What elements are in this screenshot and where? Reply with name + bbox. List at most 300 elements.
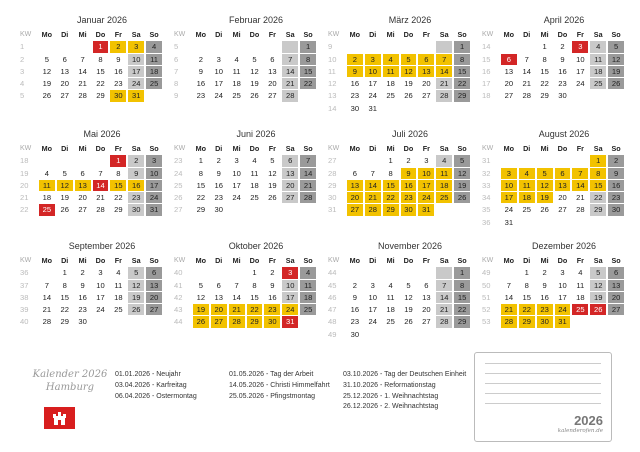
weekday-header: Fr [576,256,584,265]
weekday-header: Sa [285,256,295,265]
day-cell: 20 [211,304,227,315]
day-cell: 24 [232,193,241,203]
day-cell: 18 [590,66,606,77]
day-cell: 10 [232,168,241,178]
day-cell: 1 [198,156,203,166]
weekday-header: Mi [540,144,549,153]
day-cell: 13 [555,180,571,191]
day-cell: 26 [193,316,209,327]
day-cell [211,267,227,278]
day-cell: 6 [418,54,434,65]
day-cell: 21 [42,305,52,315]
day-cell [264,204,280,215]
day-cell: 7 [44,280,49,290]
day-cell: 23 [114,79,123,89]
day-cell [555,155,571,166]
weekday-header: Fr [114,30,122,39]
day-cell: 19 [128,292,144,303]
day-cell: 2 [542,268,547,278]
kw-header: KW [482,145,494,152]
day-cell [282,41,298,52]
day-cell: 3 [572,41,588,52]
day-cell [39,41,55,52]
weekday-header: Mi [386,256,395,265]
weekday-header-row [18,29,164,41]
weekday-header: Sa [593,30,603,39]
day-cell: 3 [128,41,144,52]
day-cell: 19 [42,79,52,89]
note-line [485,373,601,374]
week-row [480,204,626,216]
day-cell: 30 [401,204,417,215]
week-number: 43 [174,305,183,315]
day-cell: 21 [282,78,298,89]
week-number: 28 [328,168,337,178]
day-cell: 27 [282,192,298,203]
weekday-header: Mi [78,144,87,153]
weekday-header: Mi [232,30,241,39]
day-cell: 7 [300,155,316,166]
kw-header: KW [328,257,340,264]
day-cell [39,155,55,166]
day-cell: 15 [196,180,206,190]
day-cell [418,267,434,278]
month-title: Oktober 2026 [228,241,284,251]
day-cell: 24 [214,91,223,101]
weekday-header: Fr [268,256,276,265]
weekday-header: Sa [593,144,603,153]
weekday-header: Fr [422,144,430,153]
day-cell: 14 [522,66,531,76]
week-number: 45 [328,280,337,290]
day-cell: 25 [146,78,162,89]
weekday-header: Mo [349,256,361,265]
day-cell: 27 [268,91,277,101]
weekday-header: Do [95,30,106,39]
day-cell: 8 [116,168,121,178]
day-cell: 21 [78,79,87,89]
week-number: 8 [174,79,179,89]
month-title: November 2026 [377,241,443,251]
day-cell: 3 [365,54,381,65]
week-number: 6 [174,54,179,64]
day-cell: 4 [436,155,452,166]
month-title: Januar 2026 [76,15,128,25]
month-block [326,128,472,217]
day-cell: 18 [300,292,316,303]
day-cell [247,204,263,215]
day-cell: 29 [114,205,123,215]
day-cell: 11 [590,54,606,65]
day-cell: 2 [128,155,144,166]
weekday-header: Mi [386,30,395,39]
weekday-header: Di [369,256,377,265]
hamburg-flag-icon [44,407,75,429]
day-cell: 4 [388,280,393,290]
day-cell: 3 [216,54,221,64]
week-row [172,280,318,292]
day-cell: 19 [250,79,259,89]
day-cell: 1 [62,268,67,278]
day-cell: 6 [424,280,429,290]
day-cell [383,329,399,340]
day-cell: 16 [196,79,206,89]
day-cell: 11 [300,280,316,291]
week-row [326,78,472,90]
weekday-header: Sa [439,256,449,265]
week-row [480,90,626,102]
week-number: 31 [482,156,491,166]
holiday-item: 03.10.2026 - Tag der Deutschen Einheit [343,371,467,378]
day-cell: 2 [198,54,203,64]
week-number: 16 [482,66,491,76]
week-number: 4 [20,79,25,89]
day-cell: 9 [198,66,203,76]
day-cell: 13 [347,180,363,191]
note-line [485,403,601,404]
brand-title: Kalender 2026 [32,369,108,380]
day-cell: 7 [436,280,452,291]
weekday-header: Fr [422,30,430,39]
week-number: 47 [328,305,337,315]
day-cell: 23 [264,304,280,315]
month-title: März 2026 [388,15,432,25]
day-cell: 4 [252,156,257,166]
week-number: 36 [20,268,29,278]
week-row [18,304,164,316]
day-cell [93,316,109,327]
weekday-header: So [611,256,621,265]
day-cell: 31 [555,316,571,327]
week-number: 34 [482,193,491,203]
day-cell: 25 [300,304,316,315]
day-cell [519,155,535,166]
day-cell: 18 [436,180,452,191]
weekday-header: Mi [232,256,241,265]
day-cell: 10 [368,292,377,302]
day-cell: 23 [196,91,206,101]
weekday-header: Fr [576,30,584,39]
day-cell: 24 [368,91,377,101]
day-cell: 18 [232,79,241,89]
day-cell [572,155,588,166]
day-cell: 15 [454,292,470,303]
weekday-header-row [172,255,318,267]
kw-header: KW [20,31,32,38]
day-cell: 8 [454,54,470,65]
day-cell: 11 [39,180,55,191]
day-cell: 6 [270,54,275,64]
day-cell: 21 [96,193,105,203]
kw-header: KW [174,31,186,38]
notes-site: kalenderofen.de [557,428,603,434]
day-cell: 22 [300,78,316,89]
week-number: 30 [328,193,337,203]
day-cell: 9 [542,280,547,290]
day-cell: 9 [270,280,275,290]
day-cell: 15 [110,180,126,191]
day-cell: 15 [60,292,69,302]
day-cell: 26 [268,193,277,203]
week-row [480,316,626,328]
day-cell: 10 [501,180,517,191]
day-cell: 20 [422,305,431,315]
week-row [18,292,164,304]
week-number: 2 [20,54,25,64]
week-number: 20 [20,180,29,190]
day-cell: 16 [350,305,360,315]
week-row [480,217,626,229]
day-cell: 22 [114,193,123,203]
day-cell [300,90,316,101]
month-block [18,240,164,329]
day-cell: 5 [406,280,411,290]
weekday-header: Fr [268,144,276,153]
week-number: 32 [482,168,491,178]
week-number: 19 [20,168,29,178]
day-cell: 29 [96,91,105,101]
day-cell: 1 [454,41,470,52]
weekday-header: Mo [195,256,207,265]
weekday-header: Di [215,30,223,39]
day-cell: 26 [404,91,413,101]
week-number: 51 [482,292,491,302]
day-cell: 30 [214,205,223,215]
weekday-header: Mo [503,144,515,153]
day-cell [282,204,298,215]
day-cell: 4 [234,54,239,64]
weekday-header-row [326,143,472,155]
day-cell: 12 [196,292,206,302]
day-cell: 14 [300,168,316,179]
day-cell: 30 [110,90,126,101]
day-cell: 3 [282,267,298,278]
holidays-col-3 [343,370,466,413]
month-title: September 2026 [68,241,136,251]
day-cell: 5 [128,267,144,278]
day-cell: 27 [422,91,431,101]
day-cell [590,217,606,228]
day-cell: 7 [436,54,452,65]
week-row [172,316,318,328]
week-number: 50 [482,280,491,290]
day-cell: 1 [454,267,470,278]
day-cell: 1 [93,41,109,52]
day-cell: 7 [506,280,511,290]
day-cell: 14 [436,66,452,77]
day-cell: 15 [250,292,259,302]
week-row [326,304,472,316]
weekday-header: So [457,30,467,39]
day-cell: 11 [383,66,399,77]
weekday-header: So [457,144,467,153]
holiday-item: 31.10.2026 - Reformationstag [343,381,436,389]
month-block [326,14,472,115]
day-cell: 1 [300,41,316,52]
day-cell: 5 [590,267,606,278]
day-cell: 24 [128,78,144,89]
day-cell: 5 [537,168,553,179]
week-row [326,329,472,341]
holiday-item: 06.04.2026 - Ostermontag [115,392,197,400]
holiday-item: 01.01.2026 - Neujahr [115,371,181,378]
day-cell: 4 [578,268,583,278]
day-cell: 14 [282,66,298,77]
weekday-header: Di [61,144,69,153]
day-cell: 17 [418,180,434,191]
day-cell: 7 [234,280,239,290]
day-cell: 9 [608,168,624,179]
day-cell: 17 [282,292,298,303]
day-cell [590,316,606,327]
week-number: 26 [174,193,183,203]
day-cell: 18 [519,192,535,203]
day-cell: 22 [60,305,69,315]
day-cell [501,41,517,52]
weekday-header: Mo [41,144,53,153]
day-cell [39,267,55,278]
weekday-header: Fr [422,256,430,265]
weekday-header: Mi [540,30,549,39]
day-cell: 11 [250,168,259,178]
weekday-header: Do [557,144,568,153]
week-row [480,66,626,78]
day-cell [401,41,417,52]
day-cell [300,316,316,327]
week-row [172,267,318,279]
week-number: 53 [482,317,491,327]
day-cell [146,90,162,101]
day-cell: 19 [404,305,413,315]
day-cell [347,41,363,52]
day-cell: 8 [62,280,67,290]
day-cell [365,155,381,166]
weekday-header-row [18,255,164,267]
day-cell [365,41,381,52]
day-cell: 13 [504,66,514,76]
day-cell: 23 [608,192,624,203]
day-cell: 3 [560,268,565,278]
day-cell: 20 [146,292,162,303]
week-row [18,316,164,328]
weekday-header-row [172,29,318,41]
week-row [326,316,472,328]
brand-subtitle: Hamburg [45,382,95,393]
weekday-header: Do [249,144,260,153]
weekday-header: Di [61,30,69,39]
day-cell: 16 [128,180,144,191]
day-cell: 17 [128,66,144,77]
day-cell: 7 [98,168,103,178]
day-cell: 15 [454,66,470,77]
day-cell: 13 [214,292,223,302]
day-cell: 12 [42,66,52,76]
day-cell: 8 [454,280,470,291]
day-cell: 31 [504,217,514,227]
day-cell: 27 [211,316,227,327]
weekday-header: Di [369,144,377,153]
day-cell: 19 [404,79,413,89]
day-cell: 31 [418,204,434,215]
day-cell: 3 [370,280,375,290]
notes-box [474,352,612,442]
month-title: Februar 2026 [228,15,284,25]
day-cell: 26 [404,317,413,327]
week-number: 11 [328,66,336,76]
day-cell: 21 [436,78,452,89]
month-title: Juli 2026 [391,129,429,139]
day-cell: 20 [422,79,431,89]
day-cell: 1 [252,268,257,278]
weekday-header-row [326,255,472,267]
month-block [480,128,626,229]
weekday-header: Do [249,256,260,265]
day-cell: 3 [424,156,429,166]
week-number: 27 [174,205,183,215]
day-cell: 2 [352,280,357,290]
day-cell: 8 [252,280,257,290]
day-cell: 24 [368,317,377,327]
day-cell: 11 [576,280,585,290]
week-number: 10 [328,54,337,64]
week-number: 36 [482,217,491,227]
day-cell: 7 [370,168,375,178]
day-cell: 22 [590,192,606,203]
weekday-header-row [480,255,626,267]
week-number: 9 [328,42,333,52]
day-cell: 18 [250,180,259,190]
week-row [172,304,318,316]
day-cell: 28 [300,192,316,203]
day-cell: 19 [454,180,470,191]
day-cell: 24 [96,305,105,315]
weekday-header: So [457,256,467,265]
week-number: 39 [20,305,29,315]
day-cell: 3 [234,156,239,166]
weekday-header: Sa [285,30,295,39]
day-cell: 6 [216,280,221,290]
holidays-col-1 [115,370,197,402]
day-cell [247,41,263,52]
day-cell: 27 [146,304,162,315]
day-cell: 16 [114,66,123,76]
day-cell: 20 [282,180,298,191]
day-cell: 19 [60,193,69,203]
day-cell: 22 [96,79,105,89]
week-number: 44 [328,268,337,278]
day-cell: 24 [146,192,162,203]
month-title: Mai 2026 [83,129,121,139]
week-number: 17 [482,79,491,89]
day-cell: 19 [537,192,553,203]
week-number: 1 [20,42,25,52]
day-cell: 21 [522,79,531,89]
day-cell: 28 [282,90,298,101]
week-row [326,180,472,192]
week-number: 13 [328,91,337,101]
day-cell: 2 [80,268,85,278]
day-cell: 27 [504,91,514,101]
weekday-header: Mo [503,256,515,265]
week-row [326,54,472,66]
week-row [18,78,164,90]
weekday-header: Fr [114,256,122,265]
weekday-header: Mi [78,256,87,265]
day-cell [537,217,553,228]
week-row [480,304,626,316]
day-cell: 23 [350,317,360,327]
day-cell: 19 [193,304,209,315]
